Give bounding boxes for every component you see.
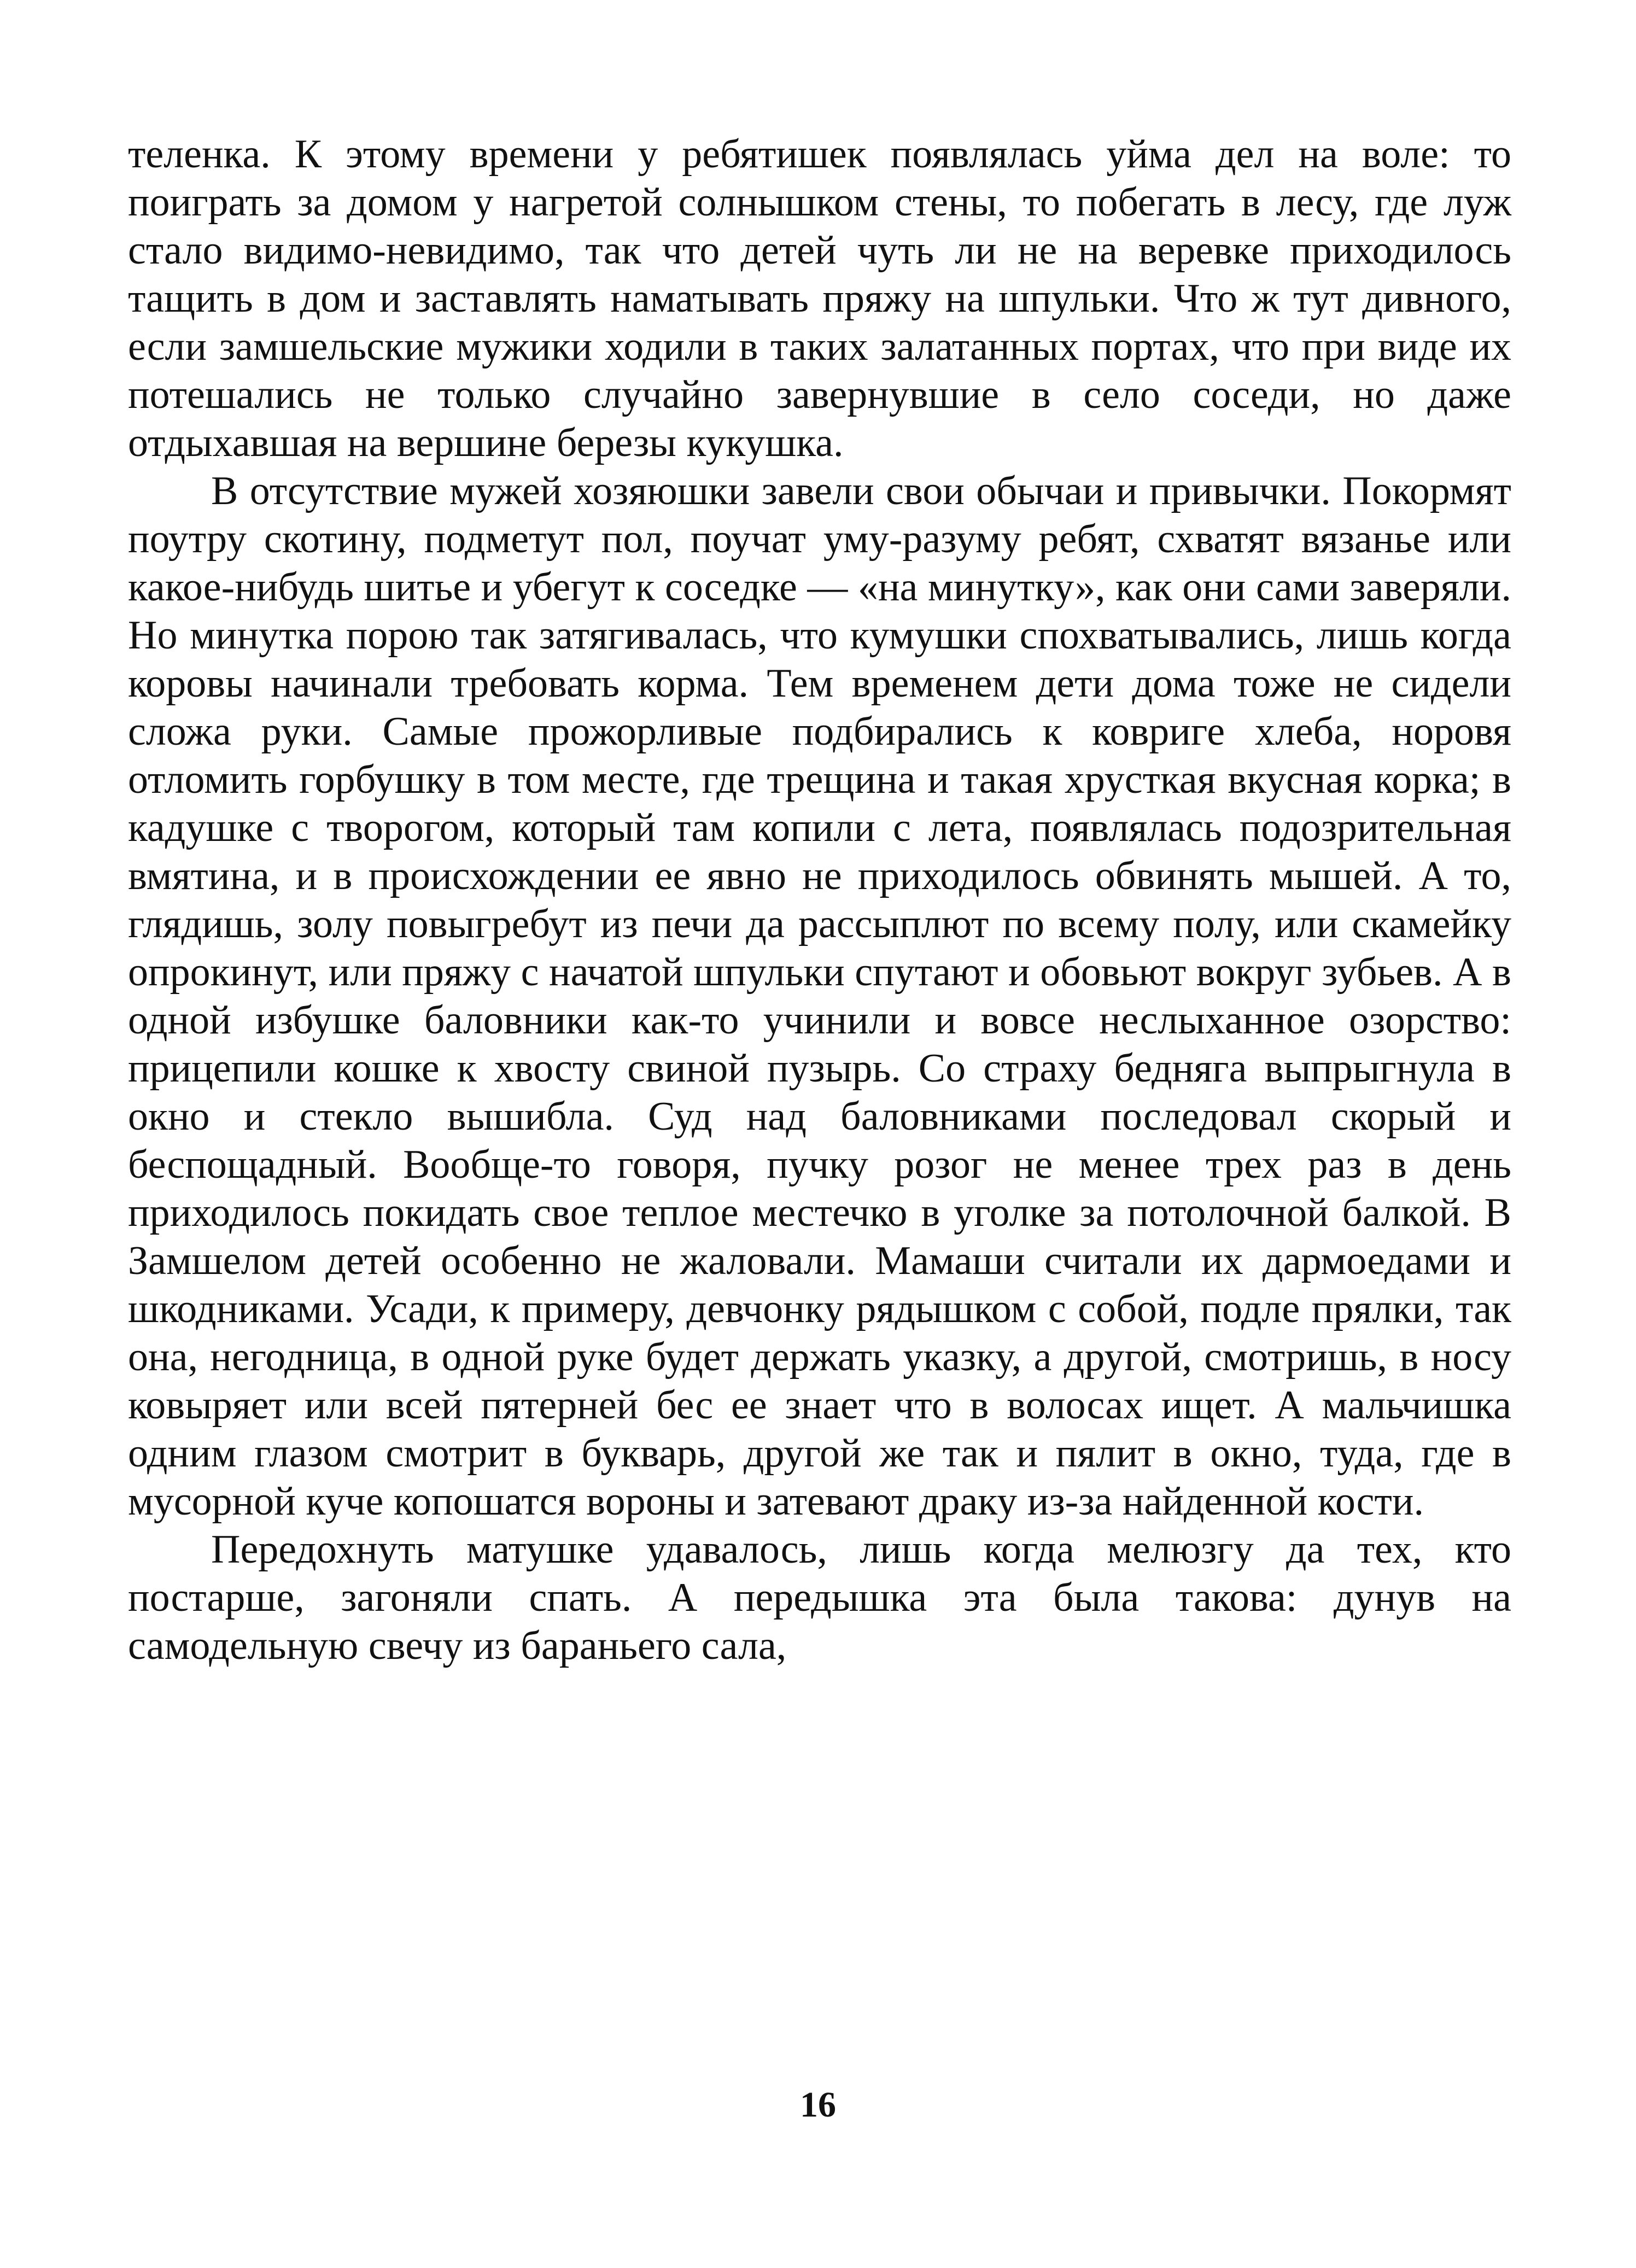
body-text: [128, 130, 1511, 1670]
paragraph-1: теленка. К этому времени у ребятишек появлялась уйма дел на воле: то поиграть за домом у нагретой солнышком стены, то побегать в лесу, где луж стало видимо-невидимо, так что детей чуть ли не на веревке приходилось тащить в дом и заставлять наматывать пряжу на шпульки. Что ж тут дивного, если замшельские мужики ходили в таких залатанных портах, что при виде их потешались не только случайно завернувшие в село соседи, но даже отдыхавшая на вершине березы кукушка.: [128, 132, 1511, 465]
page-number: 16: [800, 2085, 836, 2125]
paragraph-2: В отсутствие мужей хозяюшки завели свои обычаи и привычки. Покормят поутру скотину, подметут пол, поучат уму-разуму ребят, схватят вязанье или какое-нибудь шитье и убегут к соседке — «на минутку», как они сами заверяли. Но минутка порою так затягивалась, что кумушки спохватывались, лишь когда коровы начинали требовать корма. Тем временем дети дома тоже не сидели сложа руки. Самые прожорливые подбирались к ковриге хлеба, норовя отломить горбушку в том месте, где трещина и такая хрусткая вкусная корка; в кадушке с творогом, который там копили с лета, появлялась подозрительная вмятина, и в происхождении ее явно не приходилось обвинять мышей. А то, глядишь, золу повыгребут из печи да рассыплют по всему полу, или скамейку опрокинут, или пряжу с начатой шпульки спутают и обовьют вокруг зубьев. А в одной избушке баловники как-то учинили и вовсе неслыханное озорство: прицепили кошке к хвосту свиной пузырь. Со страху бедняга выпрыгнула в окно и стекло вышибла. Суд над баловниками последовал скорый и беспощадный. Вообще-то говоря, пучку розог не менее трех раз в день приходилось покидать свое теплое местечко в уголке за потолочной балкой. В Замшелом детей особенно не жаловали. Мамаши считали их дармоедами и шкодниками. Усади, к примеру, девчонку рядышком с собой, подле прялки, так она, негодница, в одной руке будет держать указку, а другой, смотришь, в носу ковыряет или всей пятерней бес ее знает что в волосах ищет. А мальчишка одним глазом смотрит в букварь, другой же так и пялит в окно, туда, где в мусорной куче копошатся вороны и затевают драку из-за найденной кости.: [128, 469, 1511, 1524]
paragraph-3: Передохнуть матушке удавалось, лишь когда мелюзгу да тех, кто постарше, загоняли спать. А передышка эта была такова: дунув на самодельную свечу из бараньего сала,: [128, 1527, 1511, 1668]
